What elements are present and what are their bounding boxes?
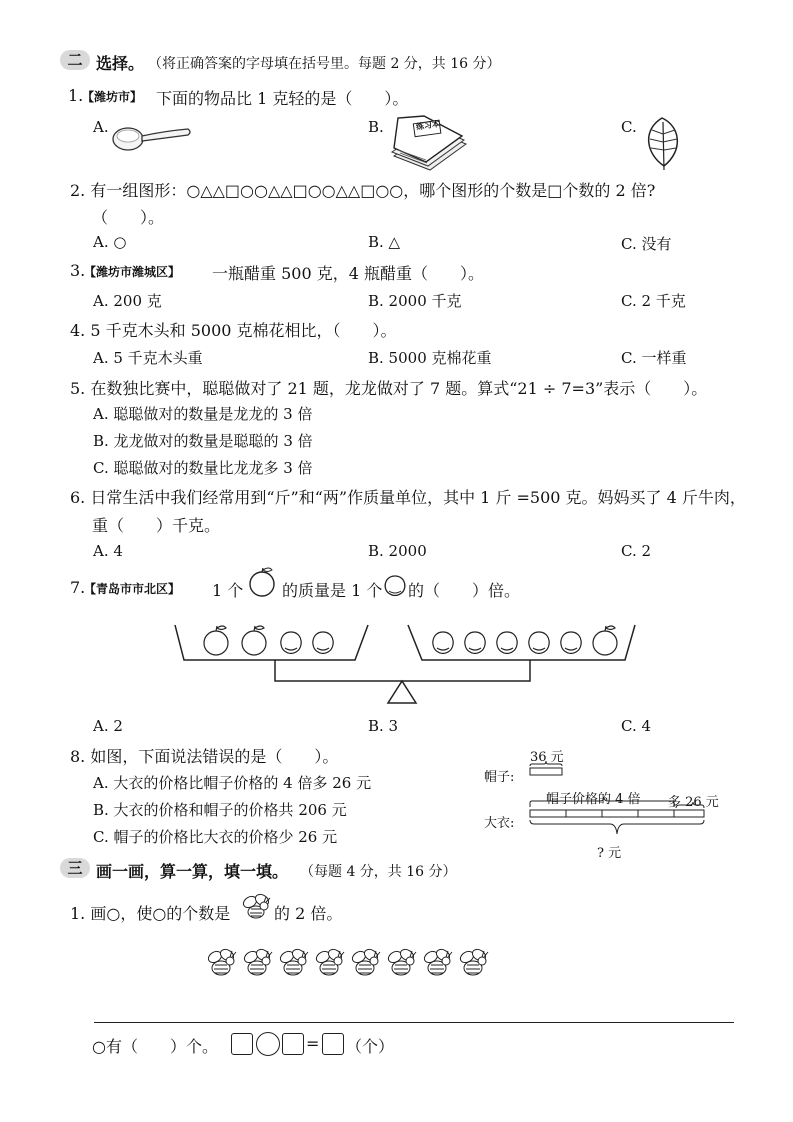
- question-2-blank[interactable]: （ ）。: [92, 208, 165, 227]
- operator-circle[interactable]: [256, 1032, 280, 1056]
- option-c: C. 一样重: [621, 349, 687, 367]
- option-b: B. 龙龙做对的数量是聪聪的 3 倍: [93, 432, 313, 450]
- answer-box[interactable]: [282, 1033, 304, 1055]
- section-badge: 三: [60, 858, 90, 878]
- question-7-text-3: 的（ ）倍。: [408, 581, 521, 600]
- balance-scale: [170, 615, 640, 710]
- section3-question-1-text-2: 的 2 倍。: [274, 904, 343, 923]
- hat-row-label: 帽子:: [484, 770, 515, 785]
- option-c: C. 帽子的价格比大衣的价格少 26 元: [93, 828, 338, 846]
- option-c: C. 没有: [621, 235, 672, 253]
- option-c: C. 聪聪做对的数量比龙龙多 3 倍: [93, 459, 313, 477]
- question-1-tag: 【潍坊市】: [82, 90, 143, 104]
- question-3-tag: 【潍坊市潍城区】: [84, 265, 181, 279]
- question-7-text-1: 1 个: [212, 581, 244, 600]
- apple-icon: [246, 566, 278, 598]
- bee-icon: [386, 947, 416, 975]
- times-label: 帽子价格的 4 倍: [546, 792, 641, 807]
- option-c: C. 2: [621, 542, 652, 560]
- question-1-text: 下面的物品比 1 克轻的是（ ）。: [156, 89, 409, 108]
- section-note: （将正确答案的字母填在括号里。每题 2 分，共 16 分）: [148, 56, 501, 72]
- option-a: A. 2: [93, 717, 123, 735]
- bee-icon: [240, 890, 274, 924]
- option-b: B. 2000 千克: [368, 292, 462, 310]
- hat-price-label: 36 元: [530, 750, 564, 765]
- leaf-icon: [638, 114, 686, 172]
- equals-sign: =: [306, 1034, 320, 1053]
- option-c: C. 4: [621, 717, 652, 735]
- question-2-text: 2. 有一组图形：○△△□○○△△□○○△△□○○，哪个图形的个数是□个数的 2 倍?: [70, 181, 656, 200]
- option-a: A. 大衣的价格比帽子价格的 4 倍多 26 元: [93, 774, 372, 792]
- notebook-label: 练习本: [415, 119, 441, 132]
- option-a: A. 聪聪做对的数量是龙龙的 3 倍: [93, 405, 313, 423]
- question-5-text: 5. 在数独比赛中，聪聪做对了 21 题，龙龙做对了 7 题。算式“21 ÷ 7=3”表示（ ）。: [70, 379, 708, 398]
- question-7-number: 7.: [70, 578, 86, 597]
- option-a: A. ○: [93, 233, 127, 251]
- section3-question-1-text-1: 1. 画○，使○的个数是: [70, 904, 231, 923]
- peach-icon: [382, 572, 408, 598]
- question-6-text-2: 重（ ）千克。: [92, 516, 221, 535]
- section-badge: 二: [60, 50, 90, 70]
- option-b: B. 3: [368, 717, 399, 735]
- option-a: A. 4: [93, 542, 123, 560]
- question-8-text: 8. 如图，下面说法错误的是（ ）。: [70, 747, 339, 766]
- drawing-answer-line: [94, 1022, 734, 1023]
- question-6-text: 6. 日常生活中我们经常用到“斤”和“两”作质量单位，其中 1 斤 =500 克。妈妈买了 4 斤牛肉，: [70, 488, 746, 507]
- unit-text: （个）: [346, 1037, 395, 1056]
- option-b: B. 2000: [368, 542, 427, 560]
- bee-icon: [206, 947, 236, 975]
- total-label: ? 元: [597, 846, 622, 861]
- bee-icon: [314, 947, 344, 975]
- spoon-icon: [110, 124, 192, 154]
- more-label: 多 26 元: [668, 795, 719, 810]
- question-3-text: 一瓶醋重 500 克，4 瓶醋重（ ）。: [212, 264, 484, 283]
- section-note: （每题 4 分，共 16 分）: [300, 864, 457, 880]
- option-a: A. 5 千克木头重: [93, 349, 203, 367]
- option-b: B. 大衣的价格和帽子的价格共 206 元: [93, 801, 347, 819]
- bee-icon: [422, 947, 452, 975]
- option-a: A.: [93, 118, 109, 136]
- bee-icon: [458, 947, 488, 975]
- question-7-text-2: 的质量是 1 个: [282, 581, 383, 600]
- answer-box[interactable]: [231, 1033, 253, 1055]
- option-b: B.: [368, 118, 384, 136]
- question-3-number: 3.: [70, 261, 86, 280]
- option-a: A. 200 克: [93, 292, 162, 310]
- option-b: B. 5000 克棉花重: [368, 349, 492, 367]
- option-c: C. 2 千克: [621, 292, 686, 310]
- section-title: 画一画，算一算，填一填。: [96, 862, 289, 881]
- question-7-tag: 【青岛市市北区】: [84, 582, 181, 596]
- question-4-text: 4. 5 千克木头和 5000 克棉花相比，（ ）。: [70, 321, 397, 340]
- question-1-number: 1.: [68, 86, 84, 105]
- option-b: B. △: [368, 233, 401, 251]
- price-line-diagram: [520, 760, 710, 845]
- bee-icon: [350, 947, 380, 975]
- count-answer-text: ○有（ ）个。: [92, 1037, 218, 1056]
- option-c: C.: [621, 118, 637, 136]
- bee-icon: [242, 947, 272, 975]
- bee-icon: [278, 947, 308, 975]
- bee-row: [205, 945, 495, 981]
- coat-row-label: 大衣:: [484, 816, 515, 831]
- section-title: 选择。: [96, 54, 145, 73]
- result-box[interactable]: [322, 1033, 344, 1055]
